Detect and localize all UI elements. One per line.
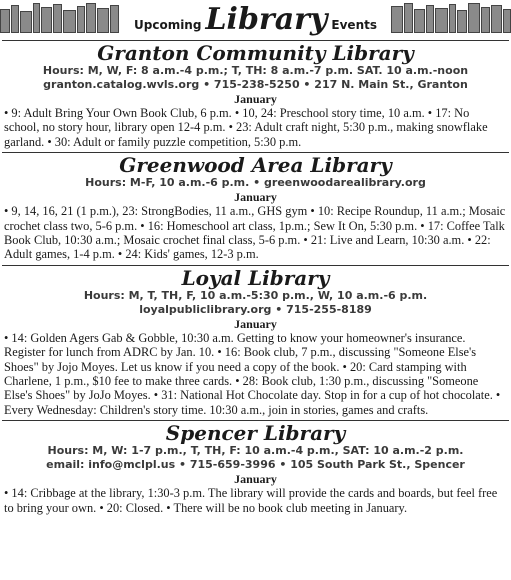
month-heading: January <box>234 190 277 205</box>
month-heading: January <box>234 92 277 106</box>
books-shelf-right-icon <box>391 3 511 33</box>
events-text: • 9, 14, 16, 21 (1 p.m.), 23: StrongBodies, 11 a.m., GHS gym • 10: Recipe Roundup, 11 a.m.; Mosaic crochet class two, 5-6 p.m. • 16: Homeschool art class, 1p.m.; Sew It On, 5:30 p.m. • 17: Coffee Talk Book Club, 10:30 a.m.; Mosaic crochet final class, 5-6 p.m. • 21: Live and Learn, 10:30 a.m. • 22: Adult games, 1-4 p.m. • 24: Kids' games, 12-3 p.m. <box>4 204 506 262</box>
library-hours: Hours: M, W: 1-7 p.m., T, TH, F: 10 a.m.-4 p.m., SAT: 10 a.m.-2 p.m. <box>47 444 464 458</box>
header-library: Library <box>205 2 328 37</box>
library-name: Spencer Library <box>165 421 346 446</box>
header-title <box>128 2 383 37</box>
library-contact: email: info@mclpl.us • 715-659-3996 • 105 South Park St., Spencer <box>46 458 465 472</box>
events-text: • 14: Cribbage at the library, 1:30-3 p.m. The library will provide the cards and boards, but feel free to bring your own. • 20: Closed. • There will be no book club meeting in January. <box>4 486 498 515</box>
library-name: Granton Community Library <box>97 41 414 65</box>
library-name: Loyal Library <box>181 265 330 290</box>
month-heading: January <box>234 316 277 331</box>
events-text: • 14: Golden Agers Gab & Gobble, 10:30 a.m. Getting to know your homeowner's insurance. Register for lunch from ADRC by Jan. 10. • 16: Book club, 7 p.m., discussing "Someone Else's Shoes" by Jojo Moyes. Let us know if you need a copy of the book. • 20: Card stamping with Charlene, 1 p.m., $10 fee to make three cards. • 28: Book club, 1:30 p.m., discussing "Someone Else's Shoes" by JoJo Moyes. • 31: National Hot Chocolate day. Stop in for a cup of hot chocolate. • Every Wednesday: Children's story time. 10:30 a.m., join in stories, games and crafts. <box>4 330 501 417</box>
library-section-loyal <box>0 265 511 417</box>
library-hours: Hours: M-F, 10 a.m.-6 p.m. • greenwoodarealibrary.org <box>85 176 426 190</box>
header-upcoming: Upcoming <box>134 18 202 32</box>
library-name: Greenwood Area Library <box>119 153 392 178</box>
library-section-spencer <box>0 420 511 515</box>
library-section-greenwood <box>0 152 511 262</box>
library-contact: granton.catalog.wvls.org • 715-238-5250 • 217 N. Main St., Granton <box>43 78 468 91</box>
library-contact: loyalpubliclibrary.org • 715-255-8189 <box>139 302 372 316</box>
header-banner <box>0 0 511 40</box>
library-section-granton <box>0 40 511 149</box>
books-shelf-left-icon <box>0 3 120 33</box>
header-events: Events <box>331 18 377 32</box>
library-hours: Hours: M, W, F: 8 a.m.-4 p.m.; T, TH: 8 a.m.-7 p.m. SAT. 10 a.m.-noon <box>42 64 469 77</box>
month-heading: January <box>234 472 277 487</box>
events-text: • 9: Adult Bring Your Own Book Club, 6 p.m. • 10, 24: Preschool story time, 10 a.m. • 17: No school, no story hour, library open 12-4 p.m. • 23: Adult craft night, 5:30 p.m., making snowflake garland. • 30: Adult or family puzzle competition, 5:30 p.m. <box>4 106 488 149</box>
library-hours: Hours: M, T, TH, F, 10 a.m.-5:30 p.m., W, 10 a.m.-6 p.m. <box>83 288 428 302</box>
